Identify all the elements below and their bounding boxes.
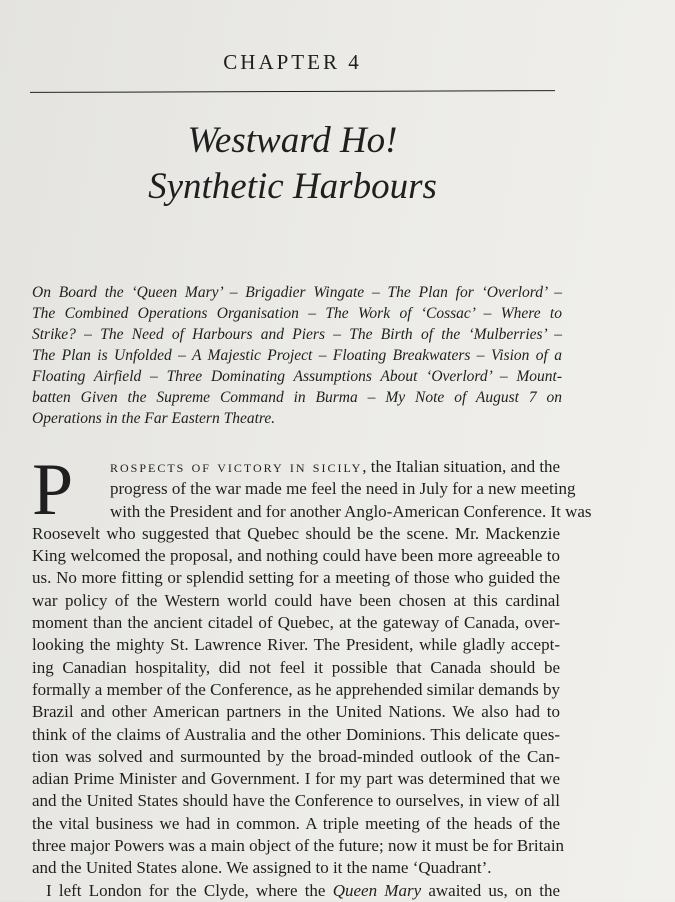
body-line: the vital business we had in common. A triple meeting of the heads of the — [32, 813, 560, 833]
body-line: us. No more fitting or splendid setting for a meeting of those who guided the — [32, 568, 560, 588]
body-line: and the United States should have the Conference to ourselves, in view of all — [32, 791, 560, 811]
body-line: moment than the ancient citadel of Quebec, at the gateway of Canada, over- — [32, 613, 560, 633]
title-line: Westward Ho! — [187, 120, 398, 161]
body-line: three major Powers was a main object of the future; now it must be for Britain — [32, 836, 565, 856]
title-line: Synthetic Harbours — [148, 166, 437, 207]
synopsis-line: On Board the ‘Queen Mary’ – Brigadier Wingate – The Plan for ‘Overlord’ – — [32, 284, 562, 301]
body-line: adian Prime Minister and Government. I for my part was determined that we — [32, 769, 560, 789]
body-line: King welcomed the proposal, and nothing could have been more agreeable to — [32, 546, 560, 566]
last-line-after: awaited us, on the — [421, 880, 560, 900]
chapter-label: CHAPTER 4 — [223, 50, 362, 74]
body-line: ing Canadian hospitality, did not feel it possible that Canada should be — [32, 657, 560, 677]
chapter-title — [30, 118, 555, 210]
body-line: and the United States alone. We assigned to it the name ‘Quadrant’. — [32, 858, 492, 878]
chapter-rule — [30, 90, 555, 93]
drop-cap: P — [32, 449, 74, 531]
chapter-synopsis — [32, 282, 562, 429]
body-line: looking the mighty St. Lawrence River. The President, while gladly accept- — [32, 635, 560, 655]
last-line-before: I left London for the Clyde, where the — [46, 880, 333, 900]
body-line: Brazil and other American partners in the United Nations. We also had to — [32, 702, 560, 722]
body-line: with the President and for another Anglo-American Conference. It was — [110, 501, 592, 521]
body-line: think of the claims of Australia and the other Dominions. This delicate ques- — [32, 724, 560, 744]
body-line: progress of the war made me feel the need in July for a new meeting — [110, 479, 576, 499]
body-line: tion was solved and surmounted by the broad-minded outlook of the Can- — [32, 746, 560, 766]
synopsis-line: The Combined Operations Organisation – The Work of ‘Cossac’ – Where to — [32, 305, 562, 322]
body-line — [32, 456, 560, 478]
synopsis-line: The Plan is Unfolded – A Majestic Project – Floating Breakwaters – Vision of a — [32, 347, 562, 364]
synopsis-line: batten Given the Supreme Command in Burma – My Note of August 7 on — [32, 389, 562, 406]
body-line: war policy of the Western world could have been chosen at this cardinal — [32, 590, 560, 610]
body-line: formally a member of the Conference, as he apprehended similar demands by — [32, 679, 560, 699]
opening-rest: , the Italian situation, and the — [362, 457, 561, 476]
synopsis-line: Floating Airfield – Three Dominating Assumptions About ‘Overlord’ – Mount- — [32, 368, 562, 385]
synopsis-line: Operations in the Far Eastern Theatre. — [32, 410, 276, 427]
last-line-italic: Queen Mary — [332, 880, 422, 900]
body-text — [32, 449, 592, 902]
body-line — [32, 880, 560, 902]
synopsis-line: Strike? – The Need of Harbours and Piers – The Birth of the ‘Mulberries’ – — [32, 326, 562, 343]
opening-smallcaps: rospects of victory in sicily — [110, 457, 363, 476]
body-line: Roosevelt who suggested that Quebec should be the scene. Mr. Mackenzie — [32, 523, 560, 543]
